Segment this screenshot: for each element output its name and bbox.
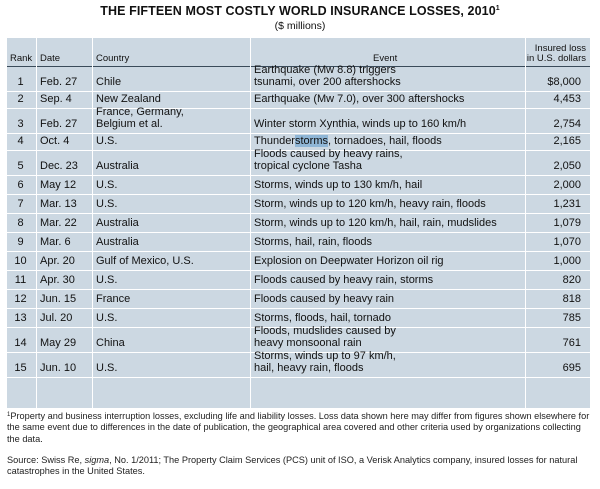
event-cell-line: Floods caused by heavy rain [254, 292, 395, 305]
country-cell-line: China [96, 336, 125, 349]
event-cell-line: Storms, winds up to 97 km/h, [254, 350, 396, 362]
date-cell [40, 363, 76, 375]
event-cell [254, 256, 444, 268]
insured-loss-cell [563, 275, 581, 287]
losses-table [7, 38, 590, 408]
rank-cell-line: 2 [17, 92, 24, 105]
insured-loss-cell-line: 818 [562, 292, 581, 305]
date-cell [40, 313, 72, 325]
date-cell [40, 180, 76, 192]
event-cell [254, 275, 433, 287]
insured-loss-cell-line: 4,453 [553, 92, 581, 105]
insured-loss-cell-line: 1,000 [553, 254, 581, 267]
country-cell [96, 237, 139, 249]
country-cell [96, 256, 194, 268]
footnote-mark: 1 [7, 412, 11, 418]
insured-loss-cell [553, 161, 581, 173]
country-cell [96, 313, 117, 325]
insured-loss-cell [563, 313, 581, 325]
event-cell [254, 237, 372, 249]
insured-loss-cell [553, 136, 581, 148]
rank-cell [7, 275, 34, 287]
date-cell-line: Dec. 23 [40, 159, 78, 172]
source-publication: sigma [84, 455, 110, 465]
event-cell [254, 313, 391, 325]
rank-cell-line: 15 [14, 361, 27, 374]
insured-loss-cell [553, 94, 581, 106]
event-cell-line: Storm, winds up to 120 km/h, hail, rain, mudslides [254, 216, 497, 229]
date-cell [40, 294, 76, 306]
insured-loss-cell [547, 77, 581, 89]
event-cell [254, 326, 396, 349]
event-cell-line: Floods caused by heavy rains, [254, 148, 403, 160]
country-cell-line: France [96, 292, 131, 305]
event-cell [254, 199, 486, 211]
date-cell-line: Sep. 4 [40, 92, 72, 105]
date-cell-line: Mar. 13 [40, 197, 77, 210]
table-row [7, 270, 590, 290]
rank-cell [7, 77, 34, 89]
rank-cell [7, 218, 34, 230]
insured-loss-cell-line: 2,000 [553, 178, 581, 191]
country-cell-line: Australia [96, 216, 139, 229]
country-cell-line: U.S. [96, 311, 118, 324]
header-date: Date [40, 53, 61, 64]
date-cell [40, 199, 77, 211]
insured-loss-cell-line: $8,000 [547, 75, 581, 88]
date-cell [40, 161, 78, 173]
date-cell [40, 275, 75, 287]
title-footnote-mark: 1 [495, 5, 500, 12]
table-row [7, 194, 590, 214]
selection-highlight[interactable]: storms [294, 134, 328, 147]
insured-loss-cell [553, 199, 581, 211]
country-cell-line: U.S. [96, 361, 118, 374]
insured-loss-cell-line: 1,070 [553, 235, 581, 248]
date-cell-line: Jun. 10 [40, 361, 77, 374]
rank-cell [7, 237, 34, 249]
source-note: Source: Swiss Re, sigma, No. 1/2011; The Property Claim Services (PCS) unit of ISO, a Verisk Analytics company, insured losses for natural catastrophes in the United States. [7, 455, 578, 477]
insured-loss-cell-line: 1,079 [553, 216, 581, 229]
date-cell-line: Mar. 6 [40, 235, 71, 248]
date-cell-line: Apr. 30 [40, 273, 75, 286]
country-cell-line: U.S. [96, 134, 118, 147]
rank-cell-line: 9 [17, 235, 24, 248]
country-cell-line: U.S. [96, 273, 118, 286]
country-cell-line: U.S. [96, 197, 118, 210]
insured-loss-cell-line: 785 [562, 311, 581, 324]
date-cell-line: Apr. 20 [40, 254, 75, 267]
date-cell [40, 218, 77, 230]
event-cell [254, 136, 442, 148]
event-cell [254, 351, 396, 374]
date-cell [40, 237, 71, 249]
rank-cell [7, 256, 34, 268]
country-cell-line: U.S. [96, 178, 118, 191]
insured-loss-cell-line: 820 [562, 273, 581, 286]
table-row [7, 108, 590, 134]
country-cell [96, 180, 117, 192]
date-cell [40, 256, 75, 268]
event-cell [254, 149, 403, 172]
date-cell [40, 77, 77, 89]
date-cell [40, 338, 76, 350]
country-cell-line: New Zealand [96, 92, 161, 105]
rank-cell [7, 136, 34, 148]
event-cell-line: tropical cyclone Tasha [254, 159, 363, 172]
rank-cell [7, 338, 34, 350]
event-cell-line: Thunderstorms, tornadoes, hail, floods [254, 134, 442, 147]
rank-cell [7, 199, 34, 211]
event-cell-line: Floods caused by heavy rain, storms [254, 273, 434, 286]
insured-loss-cell-line: 1,231 [553, 197, 581, 210]
table-row [7, 251, 590, 271]
country-cell-line: Gulf of Mexico, U.S. [96, 254, 194, 267]
date-cell-line: May 29 [40, 336, 77, 349]
country-cell [96, 275, 117, 287]
insured-loss-cell [563, 363, 581, 375]
rank-cell [7, 313, 34, 325]
header-insured-loss: Insured loss in U.S. dollars [526, 43, 586, 64]
event-cell-line: Storms, hail, rain, floods [254, 235, 372, 248]
country-cell [96, 77, 121, 89]
country-cell [96, 199, 117, 211]
country-cell [96, 218, 139, 230]
date-cell [40, 119, 77, 131]
country-cell [96, 338, 125, 350]
rank-cell-line: 12 [14, 292, 27, 305]
rank-cell-line: 10 [14, 254, 27, 267]
country-cell [96, 294, 130, 306]
country-cell [96, 161, 139, 173]
rank-cell-line: 13 [14, 311, 27, 324]
table-title: THE FIFTEEN MOST COSTLY WORLD INSURANCE LOSSES, 2010$^1$ [100, 4, 500, 18]
event-cell-line: Earthquake (Mw 8.8) triggers [254, 64, 396, 76]
event-cell [254, 94, 464, 106]
country-cell-line: Australia [96, 159, 139, 172]
rank-cell [7, 294, 34, 306]
event-cell-line: Storms, floods, hail, tornado [254, 311, 391, 324]
table-row [7, 175, 590, 195]
date-cell-line: Feb. 27 [40, 75, 78, 88]
rank-cell [7, 363, 34, 375]
country-cell [96, 107, 184, 130]
table-row [7, 213, 590, 233]
insured-loss-cell-line: 2,754 [553, 117, 581, 130]
date-cell-line: Oct. 4 [40, 134, 70, 147]
event-cell [254, 218, 497, 230]
date-cell-line: Mar. 22 [40, 216, 77, 229]
rank-cell-line: 11 [14, 273, 27, 286]
table-header [7, 38, 590, 67]
date-cell-line: Feb. 27 [40, 117, 78, 130]
header-rank: Rank [10, 53, 33, 64]
rank-cell-line: 1 [17, 75, 24, 88]
table-row [7, 66, 590, 92]
event-cell-line: hail, heavy rain, floods [254, 361, 364, 374]
country-cell [96, 363, 117, 375]
header-country: Country [96, 53, 130, 64]
country-cell-line: Belgium et al. [96, 117, 163, 130]
insured-loss-cell [553, 256, 581, 268]
country-cell [96, 136, 117, 148]
rank-cell [7, 119, 34, 131]
country-cell [96, 94, 161, 106]
table-row [7, 352, 590, 378]
insured-loss-cell [563, 294, 581, 306]
insured-loss-cell [553, 119, 581, 131]
table-subtitle: ($ millions) [274, 20, 326, 32]
table-row [7, 150, 590, 176]
insured-loss-cell [553, 180, 581, 192]
country-cell-line: Australia [96, 235, 139, 248]
insured-loss-cell-line: 695 [562, 361, 581, 374]
insured-loss-cell-line: 761 [562, 336, 581, 349]
table-row [7, 91, 590, 109]
event-cell [254, 180, 422, 192]
event-cell-line: Winter storm Xynthia, winds up to 160 km/h [254, 117, 467, 130]
rank-cell-line: 6 [17, 178, 24, 191]
event-cell-line: Earthquake (Mw 7.0), over 300 aftershocks [254, 92, 465, 105]
footnote: $^1$Property and business interruption losses, excluding life and liability losses. Loss data shown here may differ from figures shown elsewhere for the same event due to differences in the date of publication, the geographical area covered and other criteria used by organizations collecting the data. [7, 411, 590, 444]
insured-loss-cell [553, 237, 581, 249]
date-cell-line: Jul. 20 [40, 311, 73, 324]
table-row [7, 289, 590, 309]
rank-cell [7, 161, 34, 173]
date-cell-line: May 12 [40, 178, 77, 191]
header-event: Event [373, 53, 398, 64]
rank-cell-line: 5 [17, 159, 24, 172]
table-row [7, 232, 590, 252]
rank-cell [7, 94, 34, 106]
rank-cell-line: 14 [14, 336, 27, 349]
rank-cell-line: 7 [17, 197, 24, 210]
date-cell [40, 94, 72, 106]
date-cell [40, 136, 69, 148]
event-cell [254, 119, 466, 131]
insured-loss-cell-line: 2,165 [553, 134, 581, 147]
country-cell-line: Chile [96, 75, 122, 88]
event-cell-line: Floods, mudslides caused by [254, 325, 396, 337]
insured-loss-cell-line: 2,050 [553, 159, 581, 172]
insured-loss-cell [563, 338, 581, 350]
rank-cell-line: 3 [17, 117, 24, 130]
rank-cell [7, 180, 34, 192]
insured-loss-cell [553, 218, 581, 230]
event-cell-line: tsunami, over 200 aftershocks [254, 75, 401, 88]
event-cell [254, 294, 394, 306]
event-cell-line: Storm, winds up to 120 km/h, heavy rain, floods [254, 197, 486, 210]
event-cell [254, 65, 401, 88]
rank-cell-line: 8 [17, 216, 24, 229]
rank-cell-line: 4 [17, 134, 24, 147]
event-cell-line: heavy monsoonal rain [254, 336, 362, 349]
date-cell-line: Jun. 15 [40, 292, 77, 305]
event-cell-line: Explosion on Deepwater Horizon oil rig [254, 254, 444, 267]
country-cell-line: France, Germany, [96, 106, 184, 118]
event-cell-line: Storms, winds up to 130 km/h, hail [254, 178, 423, 191]
